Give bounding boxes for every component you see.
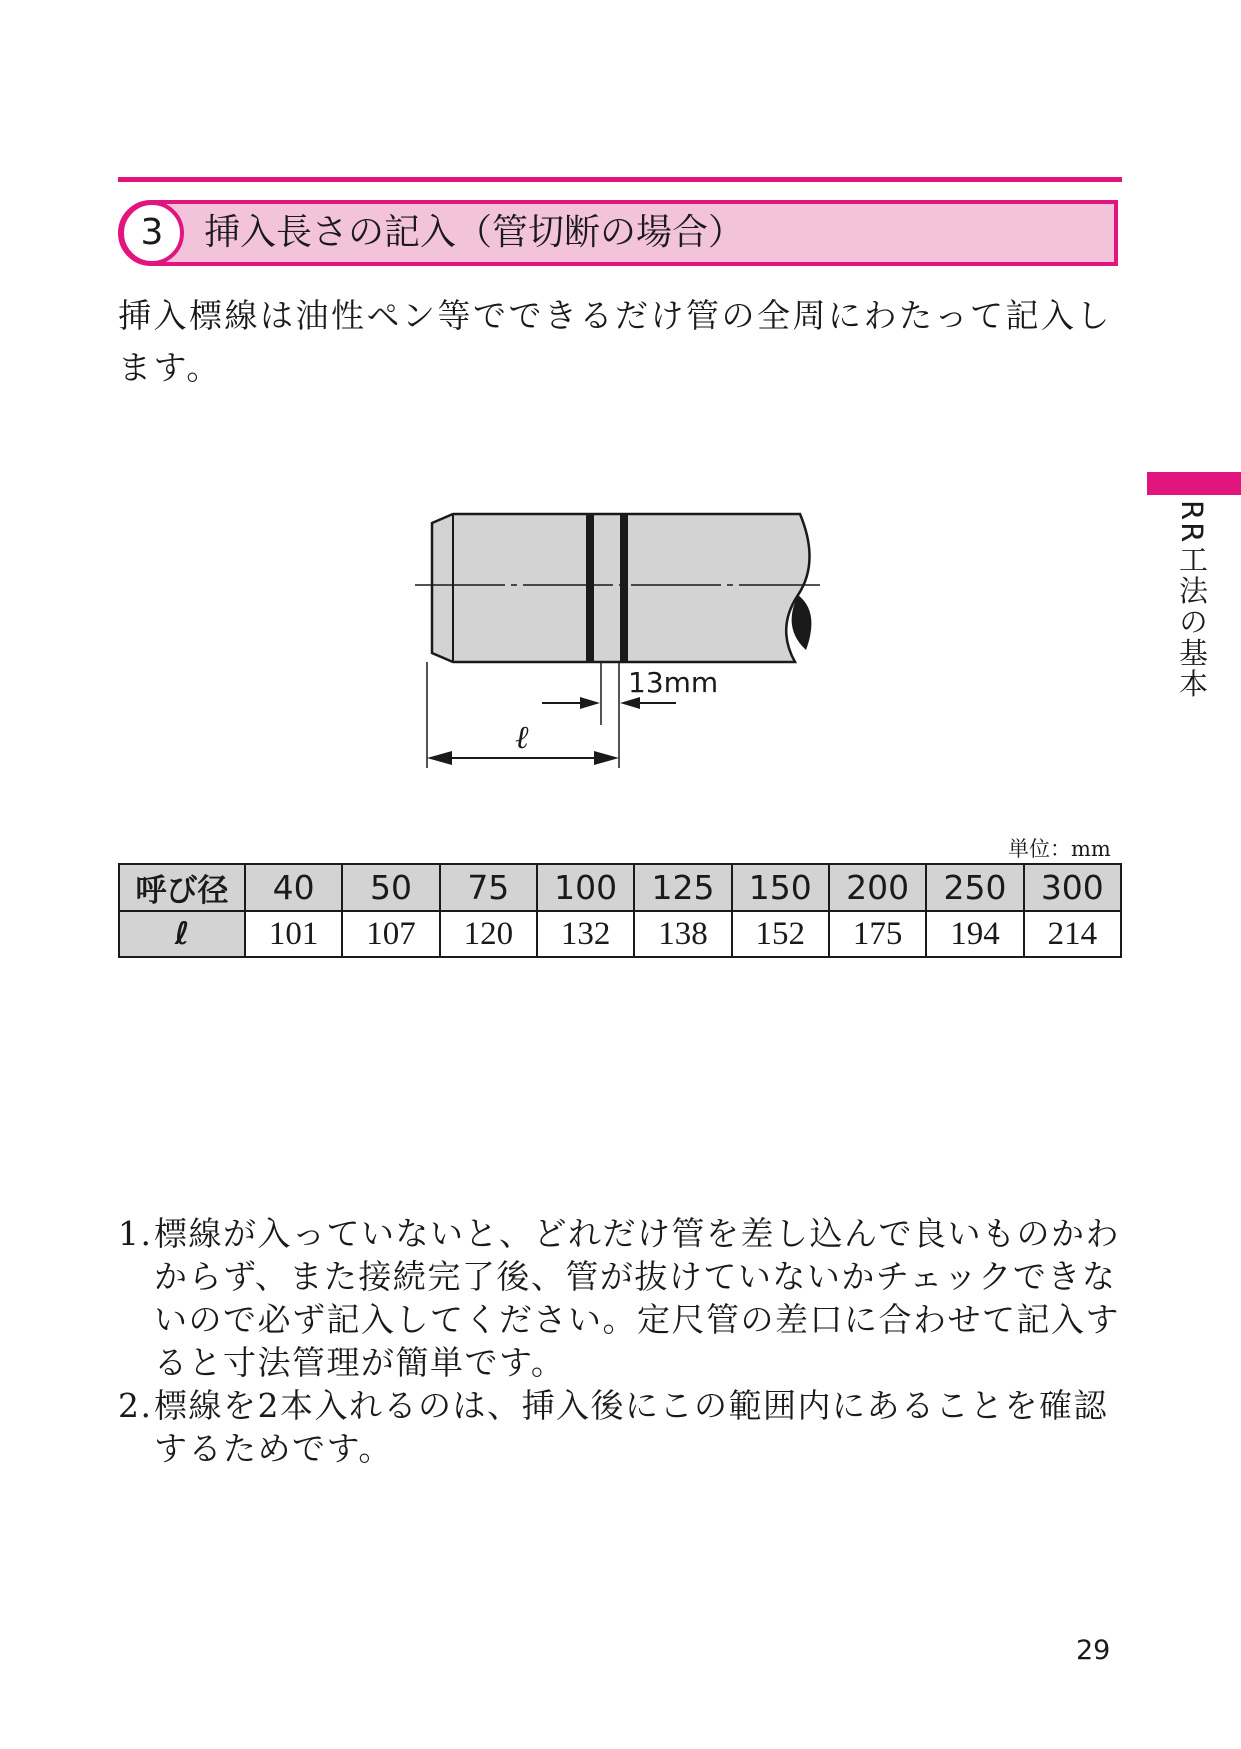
table-cell-length: 175 (829, 911, 926, 957)
cut-end-shadow (792, 595, 812, 650)
table-cell-length: 120 (440, 911, 537, 957)
marker-line-2 (620, 514, 628, 662)
table-header-nominal-diameter: 呼び径 (119, 864, 245, 911)
section-number-badge: 3 (120, 201, 184, 265)
section-title: 挿入長さの記入（管切断の場合） (204, 212, 745, 253)
table-cell-size: 75 (440, 864, 537, 911)
length-arrowhead-left (427, 751, 452, 765)
table-row-lengths (119, 911, 1121, 957)
table-cell-size: 100 (537, 864, 634, 911)
table-cell-length: 214 (1024, 911, 1121, 957)
table-unit-label: 単位：mm (1008, 837, 1111, 861)
table-cell-size: 40 (245, 864, 342, 911)
intro-paragraph: 挿入標線は油性ペン等でできるだけ管の全周にわたって記入します。 (118, 296, 1112, 387)
table-cell-length: 138 (634, 911, 731, 957)
table-cell-size: 125 (634, 864, 731, 911)
note-number: 2. (118, 1386, 153, 1425)
gap-label: 13mm (628, 666, 719, 699)
length-label: ℓ (515, 718, 529, 756)
table-cell-size: 150 (732, 864, 829, 911)
note-item (118, 1212, 1128, 1384)
side-tab-marker (1147, 472, 1241, 495)
table-cell-length: 101 (245, 911, 342, 957)
notes-list (118, 1212, 1128, 1470)
table-cell-length: 194 (926, 911, 1023, 957)
table-cell-length: 107 (342, 911, 439, 957)
marker-line-1 (586, 514, 594, 662)
side-tab-label: RR工法の基本 (1175, 500, 1209, 700)
table-cell-size: 50 (342, 864, 439, 911)
table-cell-length: 152 (732, 911, 829, 957)
gap-arrowhead-left (580, 697, 600, 709)
note-text: 標線が入っていないと、どれだけ管を差し込んで良いものかわからず、また接続完了後、管が抜けていないかチェックできないので必ず記入してください。定尺管の差口に合わせて記入すると寸法管理が簡単です。 (154, 1214, 1120, 1382)
table-row-sizes (119, 864, 1121, 911)
table-cell-size: 200 (829, 864, 926, 911)
page-number: 29 (1076, 1635, 1111, 1666)
note-text: 標線を2本入れるのは、挿入後にこの範囲内にあることを確認するためです。 (154, 1386, 1108, 1468)
note-number: 1. (118, 1214, 153, 1253)
table-cell-size: 250 (926, 864, 1023, 911)
top-rule (118, 177, 1122, 182)
pipe-insertion-diagram (405, 495, 845, 785)
table-cell-size: 300 (1024, 864, 1121, 911)
length-arrowhead-right (594, 751, 619, 765)
table-cell-length: 132 (537, 911, 634, 957)
dimension-table (118, 863, 1122, 958)
table-header-length: ℓ (119, 911, 245, 957)
note-item (118, 1384, 1128, 1470)
